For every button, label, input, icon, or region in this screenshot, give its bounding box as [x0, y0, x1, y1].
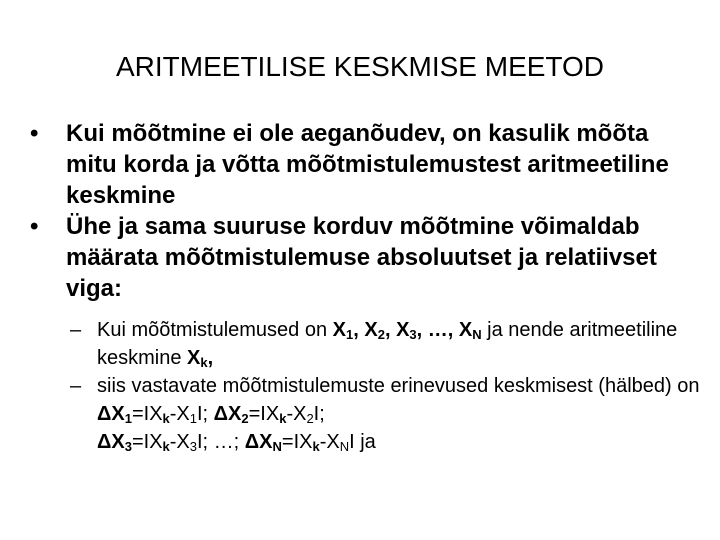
- slide-content: [30, 118, 700, 456]
- bullet-marker: •: [30, 120, 39, 147]
- math-symbol: $\Delta X_3$: [97, 431, 132, 454]
- subbullet-text: ja nende aritmeetiline keskmine: [97, 319, 678, 369]
- math-symbol: $\Delta X_2$: [213, 403, 249, 426]
- bullet-item: [30, 118, 700, 211]
- subbullet-marker: –: [70, 319, 82, 341]
- slide-title: ARITMEETILISE KESKMISE MEETOD: [115, 51, 605, 82]
- subbullet-text: Kui mõõtmistulemused on: [97, 319, 333, 341]
- bullet-marker: •: [30, 213, 39, 240]
- math-symbol: $X_1$, $X_2$, $X_3$, …, $X_N$: [332, 319, 482, 342]
- bullet-item: [30, 211, 700, 304]
- subbullet-item: – siis vastavate mõõtmistulemuste erinevused keskmisest (hälbed) on $\Delta X_1=IX_k-X_1I$; $\Delta X_2=IX_k-X_2I$; $\Delta X_3=IX_k-X_3I$; …; $\Delta X_N=IX_k-X_NI$ ja: [30, 372, 700, 456]
- bullet-text: Ühe ja sama suuruse korduv mõõtmine võimaldab määrata mõõtmistulemuse absoluutset ja relatiivset viga:: [66, 213, 657, 302]
- subbullet-item: [30, 316, 700, 372]
- math-symbol: $\Delta X_1$: [97, 403, 132, 426]
- bullet-text: Kui mõõtmine ei ole aeganõudev, on kasulik mõõta mitu korda ja võtta mõõtmistulemustest aritmeetiline keskmine: [66, 120, 669, 209]
- subbullet-marker: –: [70, 375, 82, 397]
- math-symbol: $X_k$,: [187, 347, 214, 370]
- subbullet-text: siis vastavate mõõtmistulemuste erinevused keskmisest (hälbed) on: [97, 375, 700, 397]
- math-symbol: $\Delta X_N$: [244, 431, 282, 454]
